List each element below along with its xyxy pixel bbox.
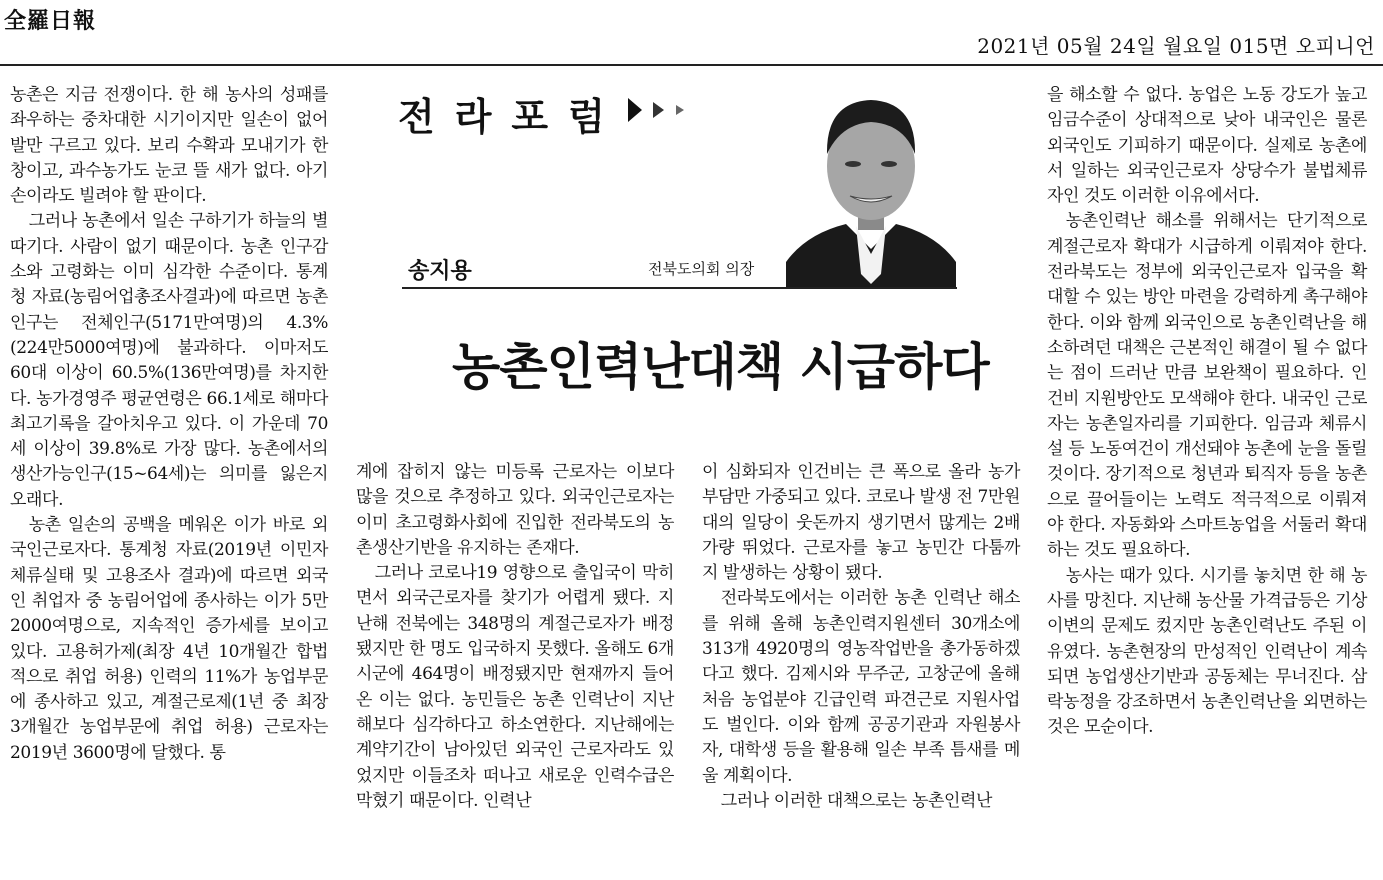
author-name: 송지용 [408, 259, 472, 284]
section-arrows-icon [626, 95, 696, 125]
paragraph: 농촌 일손의 공백을 메워온 이가 바로 외국인근로자다. 통계청 자료(2019년 이민자 체류실태 및 고용조사 결과)에 따르면 외국인 취업자 중 농림어업에 종사하는 이가 5만2000여명으로, 지속적인 증가세를 보이고 있다. 고용허가제(최장 4년 10개월간 합법적으로 취업 허용) 인력의 11%가 농업부문에 종사하고 있고, 계절근로제(1년 중 최장 3개월간 농업부문에 취업 허용) 근로자는 2019년 3600명에 달했다. 통 [10, 515, 328, 763]
article-column-2 [356, 460, 674, 814]
header-rule [0, 64, 1383, 66]
paragraph: 그러나 이러한 대책으로는 농촌인력난 [720, 790, 993, 811]
author-photo [786, 84, 956, 288]
newspaper-masthead: 全羅日報 [4, 9, 97, 34]
article-headline: 농촌인력난대책 시급하다 [452, 337, 989, 396]
paragraph: 농촌인력난 해소를 위해서는 단기적으로 계절근로자 확대가 시급하게 이뤄져야 한다. 전라북도는 정부에 외국인근로자 입국을 확대할 수 있는 방안 마련을 강력하게 촉구해야 한다. 이와 함께 외국인으로 농촌인력난을 해소하려던 대책은 근본적인 해결이 될 수 없다는 점이 드러난 만큼 보완책이 필요하다. 인건비 지원방안도 모색해야 한다. 내국인 근로자는 농촌일자리를 기피한다. 임금과 체류시설 등 노동여건이 개선돼야 농촌에 눈을 돌릴 것이다. 장기적으로 청년과 퇴직자 등을 농촌으로 끌어들이는 노력도 적극적으로 이뤄져야 한다. 자동화와 스마트농업을 서둘러 확대하는 것도 필요하다. [1047, 211, 1367, 561]
paragraph: 농촌은 지금 전쟁이다. 한 해 농사의 성패를 좌우하는 중차대한 시기이지만 일손이 없어 발만 구르고 있다. 보리 수확과 모내기가 한창이고, 과수농가도 눈코 뜰 새가 없다. 아기 손이라도 빌려야 할 판이다. [10, 85, 328, 207]
paragraph: 계에 잡히지 않는 미등록 근로자는 이보다 많을 것으로 추정하고 있다. 외국인근로자는 이미 초고령화사회에 진입한 전라북도의 농촌생산기반을 유지하는 존재다. [356, 462, 674, 558]
article-column-1 [10, 83, 328, 766]
author-role: 전북도의회 의장 [648, 260, 755, 278]
section-title: 전라포럼 [398, 95, 625, 139]
paragraph: 농사는 때가 있다. 시기를 놓치면 한 해 농사를 망친다. 지난해 농산물 가격급등은 기상이변의 문제도 컸지만 농촌인력난도 주된 이유였다. 농촌현장의 만성적인 인력난이 계속되면 농업생산기반과 공동체는 무너진다. 삼락농정을 강조하면서 농촌인력난을 외면하는 것은 모순이다. [1047, 565, 1367, 738]
article-column-4 [1047, 83, 1367, 741]
paragraph: 이 심화되자 인건비는 큰 폭으로 올라 농가부담만 가중되고 있다. 코로나 발생 전 7만원대의 일당이 웃돈까지 생기면서 많게는 2배가량 뛰었다. 근로자를 놓고 농민간 다툼까지 발생하는 상황이 됐다. [702, 462, 1020, 584]
paragraph: 전라북도에서는 이러한 농촌 인력난 해소를 위해 올해 농촌인력지원센터 30개소에 313개 4920명의 영농작업반을 총가동하겠다고 했다. 김제시와 무주군, 고창군에 올해 처음 농업분야 긴급인력 파견근로 지원사업도 벌인다. 이와 함께 공공기관과 자원봉사자, 대학생 등을 활용해 일손 부족 틈새를 메울 계획이다. [702, 588, 1020, 786]
article-column-3 [702, 460, 1020, 814]
byline-rule [402, 287, 957, 289]
paragraph: 을 해소할 수 없다. 농업은 노동 강도가 높고 임금수준이 상대적으로 낮아 내국인은 물론 외국인도 기피하기 때문이다. 실제로 농촌에서 일하는 외국인근로자 상당수가 불법체류자인 것도 이러한 이유에서다. [1047, 85, 1367, 207]
paragraph: 그러나 코로나19 영향으로 출입국이 막히면서 외국근로자를 찾기가 어렵게 됐다. 지난해 전북에는 348명의 계절근로자가 배정됐지만 한 명도 입국하지 못했다. 올해도 6개 시군에 464명이 배정됐지만 현재까지 들어온 이는 없다. 농민들은 농촌 인력난이 지난해보다 심각하다고 하소연한다. 지난해에는 계약기간이 남아있던 외국인 근로자라도 있었지만 이들조차 떠나고 새로운 인력수급은 막혔기 때문이다. 인력난 [356, 563, 674, 811]
dateline: 2021년 05월 24일 월요일 015면 오피니언 [977, 34, 1375, 58]
paragraph: 그러나 농촌에서 일손 구하기가 하늘의 별 따기다. 사람이 없기 때문이다. 농촌 인구감소와 고령화는 이미 심각한 수준이다. 통계청 자료(농림어업총조사결과)에 따르면 농촌인구는 전체인구(5171만여명)의 4.3%(224만5000여명)에 불과하다. 이마저도 60대 이상이 60.5%(136만여명)를 차지한다. 농가경영주 평균연령은 66.1세로 해마다 최고기록을 갈아치우고 있다. 이 가운데 70세 이상이 39.8%로 가장 많다. 농촌에서의 생산가능인구(15~64세)는 의미를 잃은지 오래다. [10, 211, 328, 510]
